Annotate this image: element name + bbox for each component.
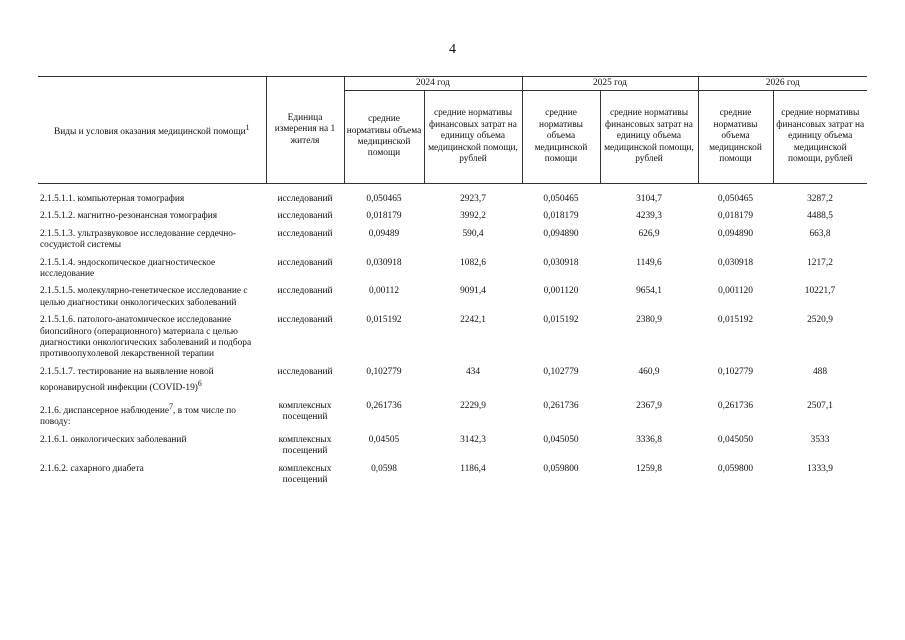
volume-2024: 0,030918 [366,257,402,268]
header-row-years [38,77,867,91]
row-footnote: 6 [197,379,202,389]
volume-2024: 0,261736 [366,400,402,411]
volume-2024: 0,102779 [366,366,402,377]
cost-2026: 10221,7 [804,286,836,297]
cost-2026: 2507,1 [807,400,833,411]
row-unit: исследований [277,228,333,239]
volume-header-2026: средние нормативы объема медицинской помощи [698,91,773,184]
cost-2025: 4239,3 [636,211,662,222]
cost-2026: 4488,5 [807,211,833,222]
row-footnote: 7 [169,401,173,411]
row-name [38,367,266,401]
row-name: 2.1.5.1.4. эндоскопическое диагностическое исследование [40,257,216,280]
row-name: 2.1.6.2. сахарного диабета [40,463,144,474]
table-row [38,401,867,435]
cost-2026: 663,8 [809,228,831,239]
volume-2025: 0,102779 [543,366,579,377]
table-row [38,286,867,315]
row-unit: исследований [277,366,333,377]
table-row [38,367,867,401]
cost-2026: 3533 [810,434,830,445]
table-row [38,211,867,228]
table-row [38,464,867,493]
volume-2025: 0,015192 [543,315,579,326]
volume-2025: 0,050465 [543,194,579,204]
year-header-2024: 2024 год [344,77,522,91]
row-unit: исследований [277,211,333,222]
year-header-2025: 2025 год [522,77,698,91]
row-unit: исследований [277,286,333,297]
cost-2024: 2229,9 [460,400,486,411]
unit-header: Единица измерения на 1 жителя [266,77,344,184]
cost-header-2026: средние нормативы финансовых затрат на единицу объема медицинской помощи, рублей [773,91,867,184]
row-unit: комплексных посещений [278,434,332,457]
cost-2025: 3104,7 [636,194,662,204]
volume-2026: 0,018179 [717,211,754,222]
cost-2025: 2367,9 [636,400,662,411]
cost-2024: 3142,3 [460,434,486,445]
cost-2024: 9091,4 [460,286,486,297]
volume-2024: 0,04505 [368,434,400,445]
type-header-label: Виды и условия оказания медицинской помощи [53,126,246,137]
row-name: 2.1.5.1.1. компьютерная томография [40,194,185,204]
row-name: 2.1.5.1.2. магнитно-резонансная томография [40,211,218,222]
table-row [38,435,867,464]
table-row [38,194,867,211]
volume-2024: 0,050465 [366,194,402,204]
cost-2024: 2242,1 [460,315,486,326]
cost-2026: 1217,2 [807,257,833,268]
cost-2025: 626,9 [638,228,660,239]
row-name: 2.1.6.1. онкологических заболеваний [40,434,187,445]
cost-2024: 3992,2 [460,211,486,222]
cost-2024: 2923,7 [460,194,486,204]
volume-2025: 0,261736 [543,400,579,411]
row-unit: комплексных посещений [278,400,332,423]
cost-2024: 1082,6 [460,257,486,268]
volume-2025: 0,045050 [543,434,579,445]
row-unit: комплексных посещений [278,463,332,485]
volume-2025: 0,094890 [543,228,579,239]
row-unit: исследований [277,257,333,268]
volume-2026: 0,102779 [717,366,754,377]
cost-2025: 9654,1 [636,286,662,297]
volume-2024: 0,0598 [371,463,397,474]
volume-2025: 0,018179 [543,211,579,222]
row-name: 2.1.5.1.5. молекулярно-генетическое исследование с целью диагностики онкологических заболеваний [40,286,248,308]
cost-2024: 590,4 [462,228,484,239]
volume-2026: 0,059800 [717,463,754,474]
cost-2026: 3287,2 [807,194,833,204]
cost-2024: 434 [465,366,481,377]
volume-2026: 0,015192 [717,315,754,326]
table-row [38,315,867,367]
volume-2026: 0,045050 [717,434,754,445]
cost-header-2025: средние нормативы финансовых затрат на единицу объема медицинской помощи, рублей [600,91,698,184]
volume-2026: 0,094890 [717,228,754,239]
cost-2026: 1333,9 [807,463,833,474]
volume-2024: 0,018179 [366,211,402,222]
page-number: 4 [449,42,456,57]
cost-2026: 488 [812,366,828,377]
volume-2024: 0,00112 [368,286,400,297]
cost-header-2024: средние нормативы финансовых затрат на единицу объема медицинской помощи, рублей [424,91,522,184]
cost-2025: 460,9 [638,366,660,377]
table-row [38,229,867,258]
cost-2025: 1259,8 [636,463,662,474]
row-name: 2.1.5.1.3. ультразвуковое исследование сердечно-сосудистой системы [40,228,237,251]
volume-2024: 0,015192 [366,315,402,326]
cost-2025: 3336,8 [636,434,662,445]
volume-2026: 0,001120 [718,286,753,297]
row-name-suffix: , в том числе по поводу: [40,405,236,428]
volume-2025: 0,059800 [543,463,579,474]
row-name [38,401,266,435]
row-name-text: 2.1.5.1.7. тестирование на выявление новой коронавирусной инфекции (COVID-19) [40,366,214,394]
cost-2026: 2520,9 [807,315,833,326]
cost-2025: 2380,9 [636,315,662,326]
row-name: 2.1.5.1.6. патолого-анатомическое исследование биопсийного (операционного) материала с целью диагностики онкологических заболеваний и подбора противоопухолевой лекарственной терапии [40,315,252,360]
type-header-footnote: 1 [245,122,250,132]
volume-2026: 0,030918 [717,257,754,268]
type-header [38,77,266,184]
volume-2025: 0,030918 [543,257,579,268]
volume-2025: 0,001120 [543,286,579,297]
cost-2024: 1186,4 [460,463,486,474]
year-header-2026: 2026 год [698,77,867,91]
row-name-text: 2.1.6. диспансерное наблюдение [40,405,170,416]
table-row [38,258,867,287]
row-unit: исследований [277,315,333,326]
volume-2026: 0,050465 [717,194,754,204]
volume-2026: 0,261736 [717,400,754,411]
norms-table [38,76,867,492]
row-unit: исследований [277,194,333,204]
volume-header-2025: средние нормативы объема медицинской помощи [522,91,600,184]
volume-header-2024: средние нормативы объема медицинской помощи [344,91,424,184]
volume-2024: 0,09489 [368,228,400,239]
cost-2025: 1149,6 [636,257,662,268]
